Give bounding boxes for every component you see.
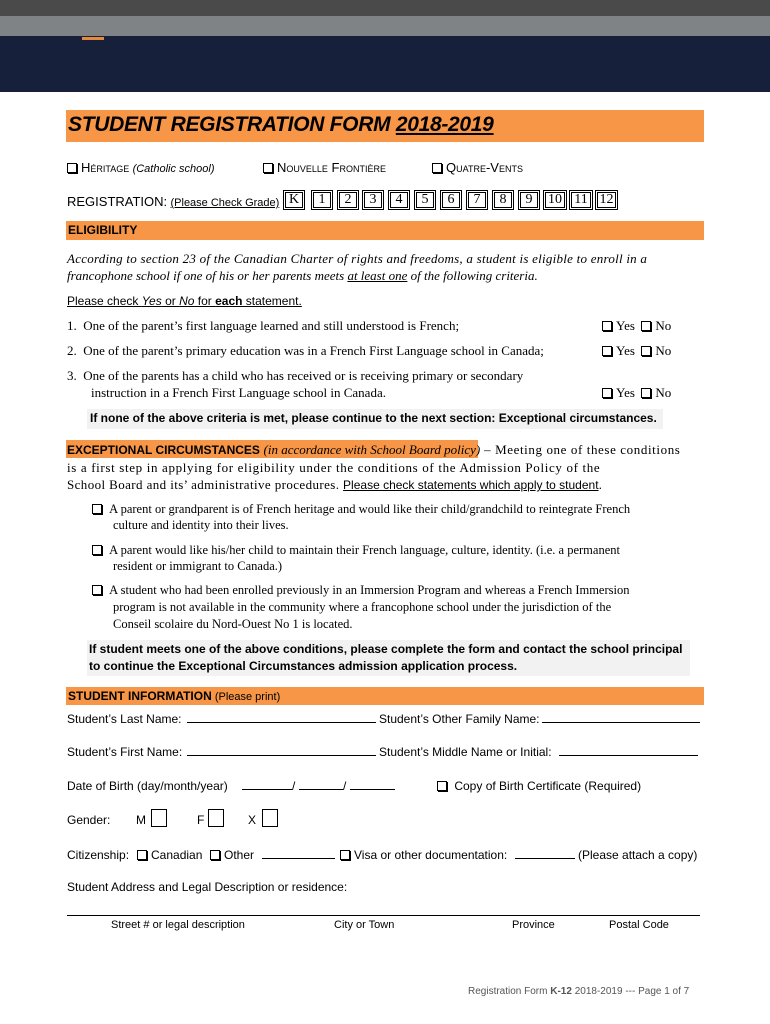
header-stripe-middle bbox=[0, 16, 770, 36]
exceptional-item-2-cont: resident or immigrant to Canada.) bbox=[113, 559, 283, 573]
middle-name-label: Student’s Middle Name or Initial: bbox=[379, 745, 552, 759]
eligibility-heading: ELIGIBILITY bbox=[68, 223, 138, 237]
criteria-item-2: 2. One of the parent’s primary education was in a French First Language school in Canada; bbox=[67, 343, 544, 358]
grade-box-4[interactable]: 4 bbox=[388, 190, 410, 210]
form-title: STUDENT REGISTRATION FORM 2018-2019 bbox=[68, 113, 494, 136]
checkbox-icon[interactable] bbox=[602, 346, 612, 356]
postal-code-sublabel: Postal Code bbox=[609, 919, 669, 931]
exceptional-item-1[interactable]: A parent or grandparent is of French heritage and would like their child/grandchild to reintegrate French bbox=[92, 502, 630, 517]
grade-box-k[interactable]: K bbox=[283, 190, 305, 210]
first-name-field[interactable] bbox=[187, 755, 376, 756]
no-option[interactable]: No bbox=[641, 318, 671, 333]
exceptional-line2: is a first step in applying for eligibility under the conditions of the Admission Policy of the bbox=[67, 460, 601, 475]
criteria-item-1: 1. One of the parent’s first language learned and still understood is French; bbox=[67, 318, 460, 333]
exceptional-line3: School Board and its’ administrative procedures. Please check statements which apply to student. bbox=[67, 477, 603, 492]
school-option-nouvelle-frontiere[interactable]: Nouvelle Frontière bbox=[263, 160, 386, 175]
gender-x-checkbox[interactable] bbox=[262, 809, 278, 827]
criteria-2-answers bbox=[602, 343, 671, 359]
checkbox-icon[interactable] bbox=[67, 163, 77, 173]
citizenship-label: Citizenship: bbox=[67, 848, 130, 862]
attach-copy-note: (Please attach a copy) bbox=[578, 848, 698, 862]
first-name-label: Student’s First Name: bbox=[67, 745, 183, 759]
no-option[interactable]: No bbox=[641, 343, 671, 358]
gender-f-label: F bbox=[197, 813, 205, 827]
city-sublabel: City or Town bbox=[334, 919, 395, 931]
dob-separator: / bbox=[292, 779, 296, 793]
checkbox-icon[interactable] bbox=[263, 163, 273, 173]
checkbox-icon[interactable] bbox=[92, 585, 102, 595]
other-family-name-label: Student’s Other Family Name: bbox=[379, 712, 540, 726]
student-info-heading: STUDENT INFORMATION (Please print) bbox=[68, 689, 281, 703]
document-header-banner bbox=[0, 0, 770, 92]
address-label: Student Address and Legal Description or residence: bbox=[67, 880, 348, 894]
exceptional-line1: EXCEPTIONAL CIRCUMSTANCES (in accordance with School Board policy) – Meeting one of these conditions bbox=[67, 442, 681, 457]
street-sublabel: Street # or legal description bbox=[111, 919, 245, 931]
registration-label-row: REGISTRATION: (Please Check Grade) bbox=[67, 194, 280, 209]
gender-m-label: M bbox=[136, 813, 146, 827]
grade-box-11[interactable]: 11 bbox=[569, 190, 593, 210]
header-stripe-top bbox=[0, 0, 770, 16]
birth-certificate-option[interactable]: Copy of Birth Certificate (Required) bbox=[437, 779, 641, 793]
grade-box-3[interactable]: 3 bbox=[362, 190, 384, 210]
checkbox-icon[interactable] bbox=[92, 545, 102, 555]
grade-box-1[interactable]: 1 bbox=[311, 190, 333, 210]
checkbox-icon[interactable] bbox=[137, 850, 147, 860]
checkbox-icon[interactable] bbox=[602, 321, 612, 331]
form-title-year: 2018-2019 bbox=[395, 113, 494, 136]
other-family-name-field[interactable] bbox=[542, 722, 700, 723]
citizenship-other-option[interactable]: Other bbox=[210, 848, 254, 862]
grade-box-5[interactable]: 5 bbox=[414, 190, 436, 210]
checkbox-icon[interactable] bbox=[641, 388, 651, 398]
exceptional-item-3[interactable]: A student who had been enrolled previously in an Immersion Program and whereas a French Immersion bbox=[92, 583, 629, 598]
checkbox-icon[interactable] bbox=[340, 850, 350, 860]
exceptional-note-line2: to continue the Exceptional Circumstances admission application process. bbox=[89, 659, 518, 673]
criteria-3-answers bbox=[602, 385, 671, 401]
grade-box-9[interactable]: 9 bbox=[518, 190, 540, 210]
grade-box-6[interactable]: 6 bbox=[440, 190, 462, 210]
dob-label: Date of Birth (day/month/year) bbox=[67, 779, 228, 793]
checkbox-icon[interactable] bbox=[641, 321, 651, 331]
yes-option[interactable]: Yes bbox=[602, 343, 635, 358]
citizenship-canadian-option[interactable]: Canadian bbox=[137, 848, 202, 862]
dob-day-field[interactable] bbox=[242, 789, 292, 790]
school-option-heritage[interactable]: Héritage (Catholic school) bbox=[67, 160, 215, 175]
checkbox-icon[interactable] bbox=[641, 346, 651, 356]
grade-box-2[interactable]: 2 bbox=[337, 190, 359, 210]
dob-month-field[interactable] bbox=[299, 789, 343, 790]
exceptional-item-2[interactable]: A parent would like his/her child to maintain their French language, culture, identity. (i.e. a permanent bbox=[92, 543, 620, 558]
grade-box-12[interactable]: 12 bbox=[595, 190, 618, 210]
exceptional-item-1-cont: culture and identity into their lives. bbox=[113, 518, 289, 532]
checkbox-icon[interactable] bbox=[210, 850, 220, 860]
exceptional-note-line1: If student meets one of the above conditions, please complete the form and contact the school principal bbox=[89, 642, 683, 656]
address-field[interactable] bbox=[67, 915, 700, 916]
yes-option[interactable]: Yes bbox=[602, 318, 635, 333]
yes-option[interactable]: Yes bbox=[602, 385, 635, 400]
page-footer: Registration Form K-12 2018-2019 --- Page 1 of 7 bbox=[468, 986, 690, 997]
last-name-label: Student’s Last Name: bbox=[67, 712, 182, 726]
dob-separator: / bbox=[343, 779, 347, 793]
gender-f-checkbox[interactable] bbox=[208, 809, 224, 827]
citizenship-other-field[interactable] bbox=[262, 858, 335, 859]
checkbox-icon[interactable] bbox=[432, 163, 442, 173]
criteria-item-3-cont: instruction in a French First Language school in Canada. bbox=[91, 385, 386, 400]
checkbox-icon[interactable] bbox=[602, 388, 612, 398]
eligibility-heading-band bbox=[66, 221, 704, 240]
eligibility-instruction: Please check Yes or No for each statement. bbox=[67, 294, 302, 308]
eligibility-intro-line1: According to section 23 of the Canadian Charter of rights and freedoms, a student is eligible to enroll in a bbox=[67, 251, 648, 266]
criteria-1-answers bbox=[602, 318, 671, 334]
criteria-item-3: 3. One of the parents has a child who has received or is receiving primary or secondary bbox=[67, 368, 524, 383]
visa-field[interactable] bbox=[515, 858, 575, 859]
eligibility-note: If none of the above criteria is met, please continue to the next section: Exceptional circumstances. bbox=[90, 411, 657, 425]
grade-box-8[interactable]: 8 bbox=[492, 190, 514, 210]
gender-x-label: X bbox=[248, 813, 257, 827]
grade-box-10[interactable]: 10 bbox=[543, 190, 567, 210]
eligibility-intro-line2: francophone school if one of his or her parents meets at least one of the following criteria. bbox=[67, 268, 538, 283]
province-sublabel: Province bbox=[512, 919, 555, 931]
middle-name-field[interactable] bbox=[559, 755, 698, 756]
visa-option[interactable]: Visa or other documentation: bbox=[340, 848, 507, 862]
dob-year-field[interactable] bbox=[350, 789, 395, 790]
gender-label: Gender: bbox=[67, 813, 111, 827]
grade-box-7[interactable]: 7 bbox=[466, 190, 488, 210]
header-logo-mark bbox=[82, 37, 104, 40]
last-name-field[interactable] bbox=[187, 722, 376, 723]
checkbox-icon[interactable] bbox=[437, 781, 447, 791]
exceptional-item-3-cont2: Conseil scolaire du Nord-Ouest No 1 is located. bbox=[113, 617, 353, 631]
checkbox-icon[interactable] bbox=[92, 504, 102, 514]
gender-m-checkbox[interactable] bbox=[151, 809, 167, 827]
exceptional-item-3-cont: program is not available in the community where a francophone school under the jurisdiction of the bbox=[113, 600, 612, 614]
school-option-quatre-vents[interactable]: Quatre-Vents bbox=[432, 160, 523, 175]
no-option[interactable]: No bbox=[641, 385, 671, 400]
